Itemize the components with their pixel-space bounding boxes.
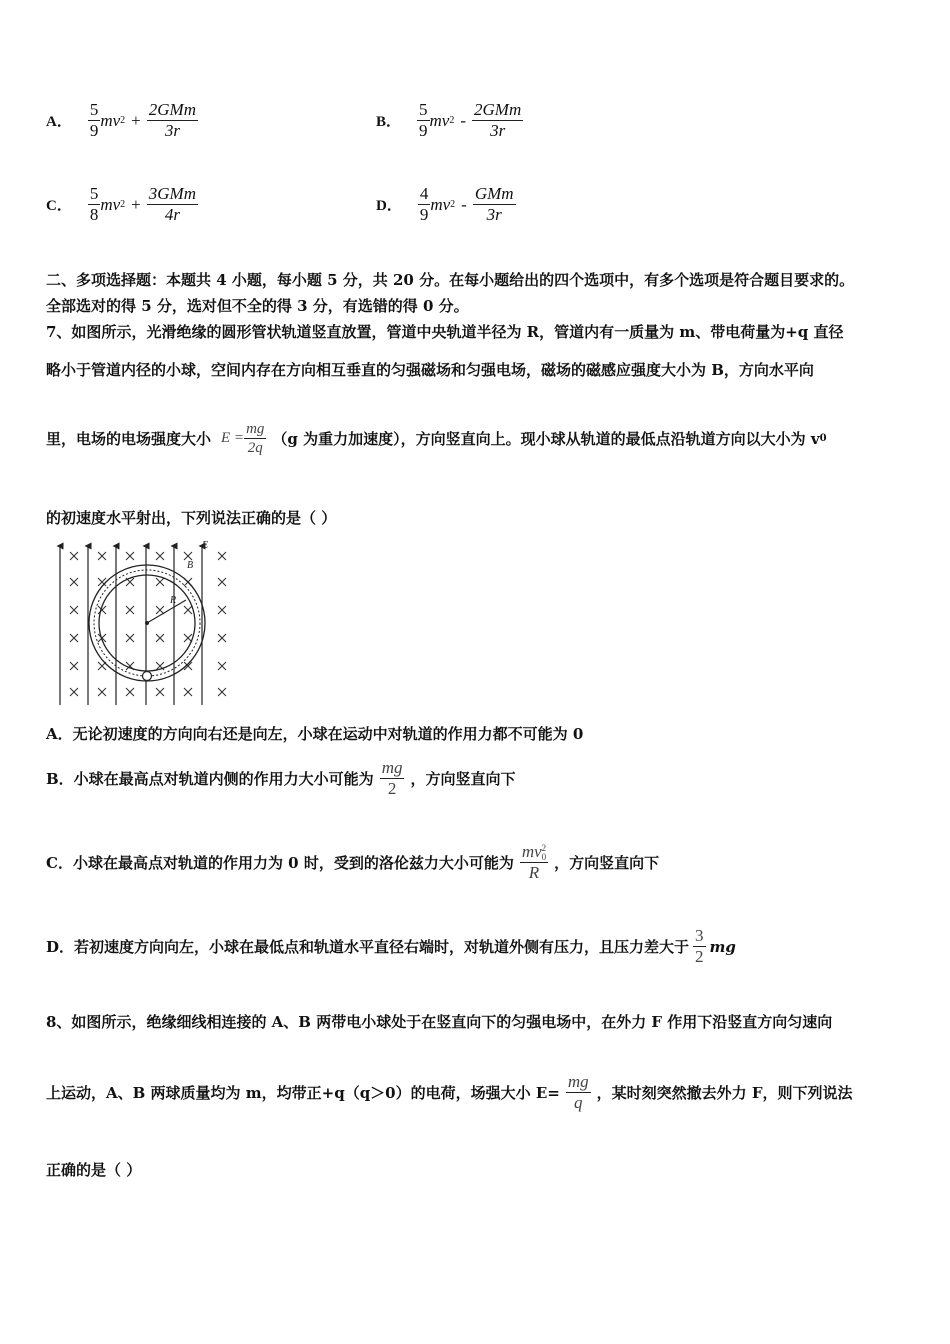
fraction: $\frac{4}{9}$ <box>419 184 429 224</box>
ball <box>143 672 152 681</box>
magnetic-field-cross <box>70 578 78 586</box>
magnetic-field-cross <box>70 688 78 696</box>
option-c-q6: C． $\frac{5}{8}$ mv 2 + $\frac{\text{3GMm}}{4r}$ <box>46 184 196 224</box>
magnetic-field-cross <box>218 634 226 642</box>
magnetic-field-cross <box>184 634 192 642</box>
fraction: $\frac{\text{GMm}}{3r}$ <box>474 184 514 224</box>
magnetic-field-cross <box>218 688 226 696</box>
fraction: mv 2 0 R <box>521 842 547 883</box>
magnetic-field-cross <box>98 552 106 560</box>
q8-text-line1: 8、如图所示，绝缘细线相连接的 A、B 两带电小球处于在竖直向下的匀强电场中，在外力 F 作用下沿竖直方向匀速向 <box>46 1013 833 1031</box>
fraction: $\frac{5}{9}$ <box>419 100 428 140</box>
q7-option-a: A．无论初速度的方向向右还是向左，小球在运动中对轨道的作用力都不可能为 0 <box>46 725 584 743</box>
q7-text-line3: 里，电场的电场强度大小 E = $\frac{mg}{2q}$ （g 为重力加速度），方向竖直向上。现小球从轨道的最低点沿轨道方向以大小为 v 0 <box>46 421 827 456</box>
fraction: $\frac{3}{2}$ <box>695 926 704 966</box>
magnetic-field-cross <box>184 606 192 614</box>
magnetic-field-cross <box>156 688 164 696</box>
e-field-fraction: $\frac{mg}{q}$ <box>567 1072 589 1112</box>
magnetic-field-cross <box>126 688 134 696</box>
magnetic-field-cross <box>70 606 78 614</box>
magnetic-field-cross <box>184 688 192 696</box>
section-heading-line2: 全部选对的得 5 分，选对但不全的得 3 分，有选错的得 0 分。 <box>46 297 469 315</box>
fraction: $\frac{\text{3GMm}}{4r}$ <box>148 184 196 224</box>
center-dot <box>145 621 149 625</box>
option-a-q6: A． $\frac{5}{9}$ mv 2 + $\frac{\text{2GMm}}{3r}$ <box>46 100 196 140</box>
magnetic-field-cross <box>98 578 106 586</box>
label-r: R <box>170 595 177 606</box>
fraction: $\frac{5}{8}$ <box>89 184 99 224</box>
q7-text-line4: 的初速度水平射出，下列说法正确的是（ ） <box>46 509 337 527</box>
option-d-q6: D． $\frac{4}{9}$ mv 2 - $\frac{\text{GMm}}{3r}$ <box>376 184 514 224</box>
q7-option-b: B．小球在最高点对轨道内侧的作用力大小可能为 $\frac{mg}{2}$ ，方向竖直向下 <box>46 758 516 798</box>
label-e: E <box>202 540 209 551</box>
magnetic-field-cross <box>126 634 134 642</box>
section-heading-line1: 二、多项选择题：本题共 4 小题，每小题 5 分，共 20 分。在每小题给出的四个选项中，有多个选项是符合题目要求的。 <box>46 271 855 289</box>
q8-text-line2: 上运动，A、B 两球质量均为 m，均带正+q（q＞0）的电荷，场强大小 E= $\frac{mg}{q}$ ，某时刻突然撤去外力 F，则下列说法 <box>46 1072 853 1112</box>
fraction: $\frac{\text{2GMm}}{3r}$ <box>474 100 522 140</box>
fraction: $\frac{mg}{2}$ <box>381 758 403 798</box>
magnetic-field-cross <box>156 552 164 560</box>
magnetic-field-cross <box>126 606 134 614</box>
q7-option-d: D．若初速度方向向左，小球在最低点和轨道水平直径右端时，对轨道外侧有压力，且压力差大于 $\frac{3}{2}$ mg <box>46 926 736 966</box>
radius-line <box>147 600 186 623</box>
fraction: $\frac{\text{2GMm}}{3r}$ <box>148 100 196 140</box>
q7-text-line2: 略小于管道内径的小球，空间内存在方向相互垂直的匀强磁场和匀强电场，磁场的磁感应强度大小为 B，方向水平向 <box>46 361 814 379</box>
magnetic-field-cross <box>156 634 164 642</box>
magnetic-field-cross <box>218 606 226 614</box>
q7-option-c: C．小球在最高点对轨道的作用力为 0 时，受到的洛伦兹力大小可能为 mv 2 0 R ，方向竖直向下 <box>46 842 660 883</box>
magnetic-field-cross <box>70 552 78 560</box>
option-b-q6: B． $\frac{5}{9}$ mv 2 - $\frac{\text{2GMm}}{3r}$ <box>376 100 522 140</box>
magnetic-field-cross <box>156 606 164 614</box>
magnetic-field-cross <box>218 552 226 560</box>
fraction: $\frac{5}{9}$ <box>89 100 99 140</box>
label-b: B <box>187 560 194 571</box>
field-diagram <box>50 540 240 708</box>
magnetic-field-cross <box>98 688 106 696</box>
q7-text-line1: 7、如图所示，光滑绝缘的圆形管状轨道竖直放置，管道中央轨道半径为 R，管道内有一质量为 m、带电荷量为+q 直径 <box>46 323 844 341</box>
q8-text-line3: 正确的是（ ） <box>46 1161 142 1179</box>
e-field-fraction: $\frac{mg}{2q}$ <box>246 421 265 456</box>
magnetic-field-cross <box>184 552 192 560</box>
magnetic-field-cross <box>218 662 226 670</box>
magnetic-field-cross <box>70 662 78 670</box>
magnetic-field-cross <box>126 552 134 560</box>
magnetic-field-cross <box>156 578 164 586</box>
magnetic-field-cross <box>218 578 226 586</box>
magnetic-field-cross <box>70 634 78 642</box>
